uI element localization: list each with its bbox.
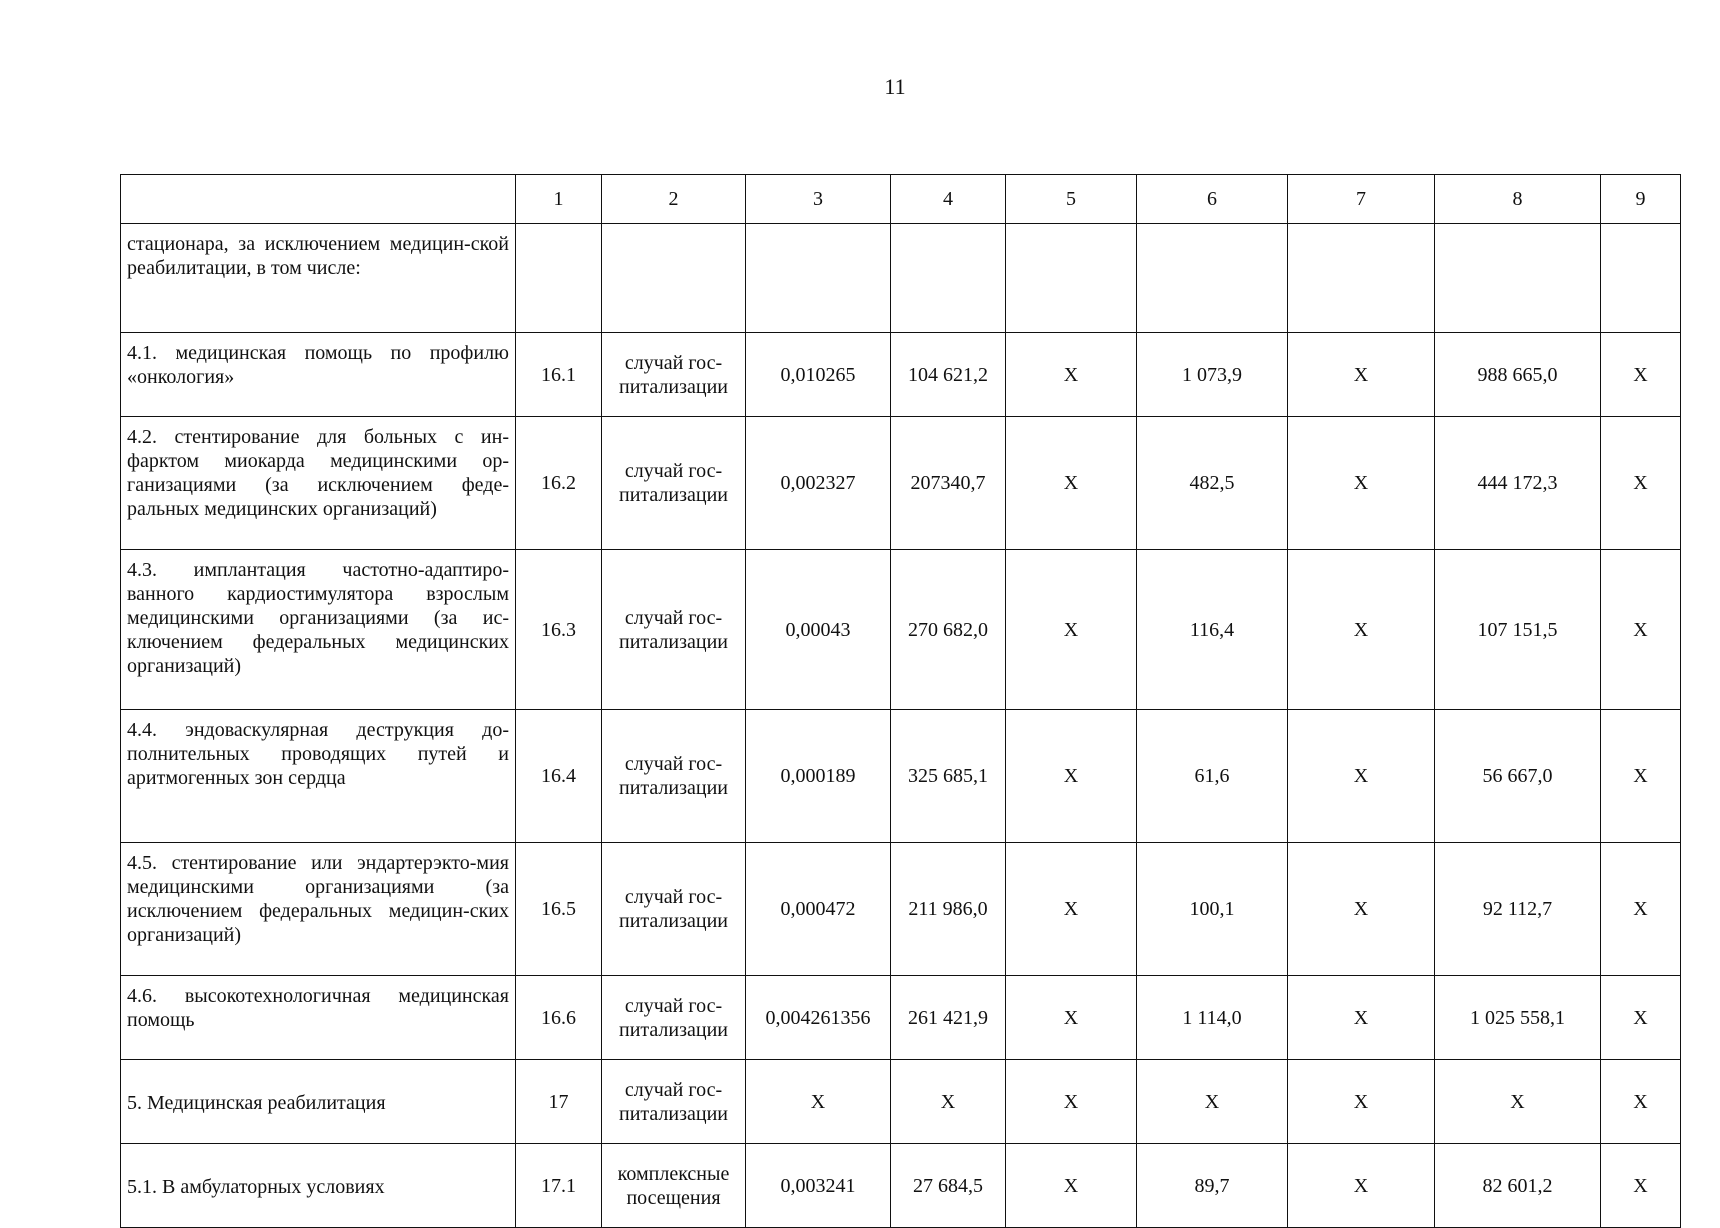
table-cell: 82 601,2	[1435, 1144, 1601, 1228]
column-number-cell: 1	[516, 175, 602, 224]
row-number-cell: 17	[516, 1060, 602, 1144]
row-number-cell: 16.6	[516, 976, 602, 1060]
table-cell: 1 025 558,1	[1435, 976, 1601, 1060]
table-cell: X	[1601, 333, 1681, 417]
table-cell: 211 986,0	[891, 843, 1006, 976]
row-number-cell: 16.3	[516, 550, 602, 710]
table-row	[121, 976, 1681, 1060]
table-cell: X	[1601, 976, 1681, 1060]
table-cell: 116,4	[1137, 550, 1288, 710]
table-cell: 107 151,5	[1435, 550, 1601, 710]
table-cell: X	[1601, 710, 1681, 843]
table-cell: X	[746, 1060, 891, 1144]
table-cell	[1137, 224, 1288, 333]
unit-cell: случай гос-питализации	[602, 550, 746, 710]
table-cell: X	[1288, 843, 1435, 976]
table-cell: X	[1288, 710, 1435, 843]
row-name-cell: 4.2. стентирование для больных с ин-фарктом миокарда медицинскими ор-ганизациями (за исключением феде-ральных медицинских организаций)	[121, 417, 516, 550]
table-cell: X	[1288, 417, 1435, 550]
table-cell	[516, 224, 602, 333]
table-cell: X	[1288, 1060, 1435, 1144]
row-name-cell: 4.4. эндоваскулярная деструкция до-полнительных проводящих путей и аритмогенных зон сердца	[121, 710, 516, 843]
table-cell: 988 665,0	[1435, 333, 1601, 417]
table-cell: X	[891, 1060, 1006, 1144]
row-name-cell: 4.5. стентирование или эндартерэкто-мия медицинскими организациями (за исключением федеральных медицин-ских организаций)	[121, 843, 516, 976]
column-number-row	[121, 175, 1681, 224]
table-cell	[1288, 224, 1435, 333]
column-number-cell: 7	[1288, 175, 1435, 224]
table-row	[121, 550, 1681, 710]
table-cell: 104 621,2	[891, 333, 1006, 417]
row-name-cell: 4.1. медицинская помощь по профилю «онкология»	[121, 333, 516, 417]
data-table	[120, 174, 1681, 1228]
table-cell: 1 073,9	[1137, 333, 1288, 417]
table-row	[121, 224, 1681, 333]
column-number-cell	[121, 175, 516, 224]
table-row	[121, 333, 1681, 417]
column-number-cell: 6	[1137, 175, 1288, 224]
unit-cell: комплексные посещения	[602, 1144, 746, 1228]
table-row	[121, 1060, 1681, 1144]
table-cell	[1435, 224, 1601, 333]
column-number-cell: 4	[891, 175, 1006, 224]
table-cell: X	[1435, 1060, 1601, 1144]
page-number: 11	[884, 74, 906, 99]
table-row	[121, 1144, 1681, 1228]
table-row	[121, 417, 1681, 550]
row-name-cell: 5. Медицинская реабилитация	[121, 1060, 516, 1144]
row-name-cell: 4.3. имплантация частотно-адаптиро-ванного кардиостимулятора взрослым медицинскими организациями (за ис-ключением федеральных медицинских организаций)	[121, 550, 516, 710]
table-cell	[602, 224, 746, 333]
unit-cell: случай гос-питализации	[602, 710, 746, 843]
table-cell: 261 421,9	[891, 976, 1006, 1060]
column-number-cell: 5	[1006, 175, 1137, 224]
table-row	[121, 843, 1681, 976]
table-cell	[891, 224, 1006, 333]
column-number-cell: 2	[602, 175, 746, 224]
table-cell: 61,6	[1137, 710, 1288, 843]
table-cell: 270 682,0	[891, 550, 1006, 710]
table-cell: X	[1006, 1144, 1137, 1228]
table-cell: X	[1137, 1060, 1288, 1144]
table-cell: 0,010265	[746, 333, 891, 417]
table-cell: 100,1	[1137, 843, 1288, 976]
table-cell: 0,000472	[746, 843, 891, 976]
table-cell: X	[1006, 843, 1137, 976]
table-cell: X	[1601, 417, 1681, 550]
table-cell: X	[1006, 976, 1137, 1060]
table-cell: 56 667,0	[1435, 710, 1601, 843]
table-cell: 0,000189	[746, 710, 891, 843]
table-cell	[746, 224, 891, 333]
table-cell: 0,002327	[746, 417, 891, 550]
row-name-cell: 4.6. высокотехнологичная медицинская помощь	[121, 976, 516, 1060]
table-cell: X	[1601, 550, 1681, 710]
table-row	[121, 710, 1681, 843]
row-number-cell: 16.4	[516, 710, 602, 843]
table-cell: X	[1006, 417, 1137, 550]
unit-cell: случай гос-питализации	[602, 843, 746, 976]
unit-cell: случай гос-питализации	[602, 333, 746, 417]
column-number-cell: 8	[1435, 175, 1601, 224]
table-cell: X	[1601, 1144, 1681, 1228]
column-number-cell: 9	[1601, 175, 1681, 224]
row-number-cell: 17.1	[516, 1144, 602, 1228]
row-number-cell: 16.1	[516, 333, 602, 417]
row-number-cell: 16.5	[516, 843, 602, 976]
table-cell: 0,003241	[746, 1144, 891, 1228]
table-cell: 482,5	[1137, 417, 1288, 550]
unit-cell: случай гос-питализации	[602, 976, 746, 1060]
table-cell: X	[1006, 710, 1137, 843]
table-cell: 444 172,3	[1435, 417, 1601, 550]
table-cell: X	[1288, 333, 1435, 417]
table-cell: 27 684,5	[891, 1144, 1006, 1228]
table-cell: 0,004261356	[746, 976, 891, 1060]
table-cell: X	[1006, 333, 1137, 417]
table-cell: X	[1288, 1144, 1435, 1228]
table-cell: X	[1288, 550, 1435, 710]
table-cell: X	[1601, 843, 1681, 976]
table-cell	[1006, 224, 1137, 333]
unit-cell: случай гос-питализации	[602, 1060, 746, 1144]
unit-cell: случай гос-питализации	[602, 417, 746, 550]
table-cell: X	[1006, 1060, 1137, 1144]
table-cell: X	[1288, 976, 1435, 1060]
table-cell: 89,7	[1137, 1144, 1288, 1228]
table-cell: 207340,7	[891, 417, 1006, 550]
column-number-cell: 3	[746, 175, 891, 224]
table-cell: 92 112,7	[1435, 843, 1601, 976]
table-cell: 0,00043	[746, 550, 891, 710]
table-cell: 1 114,0	[1137, 976, 1288, 1060]
table-cell: 325 685,1	[891, 710, 1006, 843]
table-cell	[1601, 224, 1681, 333]
row-name-cell: стационара, за исключением медицин-ской реабилитации, в том числе:	[121, 224, 516, 333]
table-cell: X	[1006, 550, 1137, 710]
row-name-cell: 5.1. В амбулаторных условиях	[121, 1144, 516, 1228]
table-cell: X	[1601, 1060, 1681, 1144]
row-number-cell: 16.2	[516, 417, 602, 550]
